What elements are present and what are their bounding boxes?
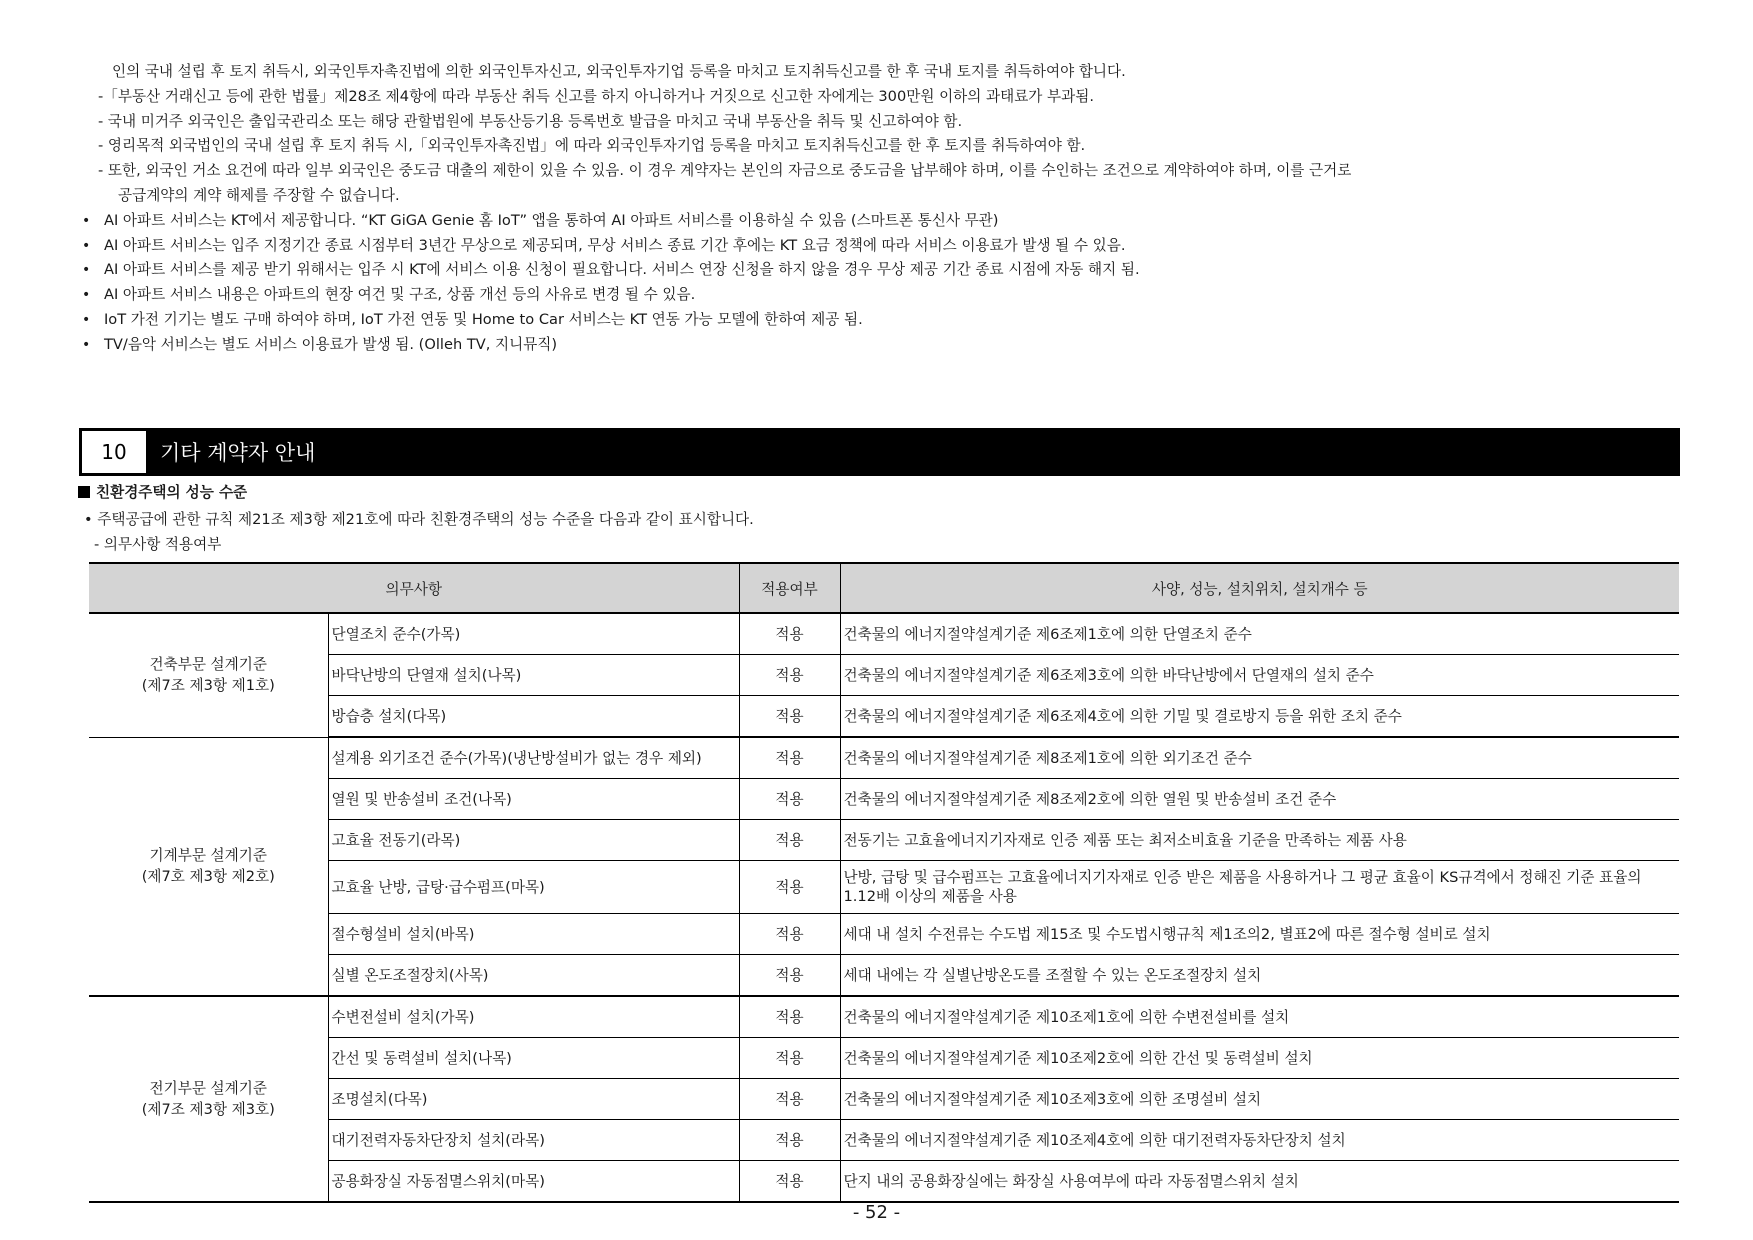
bullet-dot: • (82, 311, 91, 328)
top-notes (82, 60, 1682, 358)
eco-description: • 주택공급에 관한 규칙 제21조 제3항 제21호에 따라 친환경주택의 성능 수준을 다음과 같이 표시합니다. (84, 511, 754, 528)
item-cell: 설계용 외기조건 준수(가목)(냉난방설비가 없는 경우 제외) (328, 737, 739, 779)
bullet-item (82, 209, 1682, 234)
page-number: - 52 - (852, 1202, 901, 1223)
note-dash-item: - 또한, 외국인 거소 요건에 따라 일부 외국인은 중도금 대출의 제한이 있을 수 있음. 이 경우 계약자는 본인의 자금으로 중도금을 납부해야 하며, 이를 수인하는 조건으로 계약하여야 하며, 이를 근거로 (98, 162, 1352, 180)
applied-cell: 적용 (739, 1079, 840, 1120)
bullet-dot: • (82, 287, 91, 304)
category-ref: (제7조 제3항 제1호) (141, 677, 275, 695)
category-name: 건축부문 설계기준 (149, 656, 267, 674)
item-cell: 공용화장실 자동점멸스위치(마목) (328, 1161, 739, 1203)
applied-cell: 적용 (739, 1161, 840, 1203)
item-cell: 대기전력자동차단장치 설치(라목) (328, 1120, 739, 1161)
bullet-text: AI 아파트 서비스 내용은 아파트의 현장 여건 및 구조, 상품 개선 등의 사유로 변경 될 수 있음. (104, 286, 696, 304)
spec-cell: 건축물의 에너지절약설계기준 제6조제1호에 의한 단열조치 준수 (840, 613, 1679, 655)
bullet-dot: • (82, 237, 91, 254)
table-row (89, 655, 1679, 696)
applied-cell: 적용 (739, 655, 840, 696)
spec-cell: 세대 내에는 각 실별난방온도를 조절할 수 있는 온도조절장치 설치 (840, 955, 1679, 997)
bullet-text: AI 아파트 서비스는 입주 지정기간 종료 시점부터 3년간 무상으로 제공되며, 무상 서비스 종료 기간 후에는 KT 요금 정책에 따라 서비스 이용료가 발생 될 수 있음. (104, 236, 1126, 254)
bullet-dot: • (82, 262, 91, 279)
spec-cell: 건축물의 에너지절약설계기준 제6조제3호에 의한 바닥난방에서 단열재의 설치 준수 (840, 655, 1679, 696)
spec-cell: 단지 내의 공용화장실에는 화장실 사용여부에 따라 자동점멸스위치 설치 (840, 1161, 1679, 1203)
section-number: 10 (82, 431, 146, 473)
applied-cell: 적용 (739, 613, 840, 655)
applied-cell: 적용 (739, 1120, 840, 1161)
item-cell: 수변전설비 설치(가목) (328, 996, 739, 1038)
bullet-item (82, 283, 1682, 308)
item-cell: 간선 및 동력설비 설치(나목) (328, 1038, 739, 1079)
applied-cell: 적용 (739, 737, 840, 779)
category-ref: (제7호 제3항 제2호) (141, 868, 275, 886)
spec-cell: 건축물의 에너지절약설계기준 제10조제4호에 의한 대기전력자동차단장치 설치 (840, 1120, 1679, 1161)
category-name: 전기부문 설계기준 (149, 1080, 267, 1097)
bullet-text: AI 아파트 서비스를 제공 받기 위해서는 입주 시 KT에 서비스 이용 신청이 필요합니다. 서비스 연장 신청을 하지 않을 경우 무상 제공 기간 종료 시점에 자동 해지 됨. (104, 261, 1140, 279)
note-continuation: 인의 국내 설립 후 토지 취득시, 외국인투자촉진법에 의한 외국인투자신고, 외국인투자기업 등록을 마치고 토지취득신고를 한 후 국내 토지를 취득하여야 합니다. (112, 63, 1126, 80)
applied-cell: 적용 (739, 861, 840, 914)
applied-cell: 적용 (739, 1038, 840, 1079)
table-row (89, 914, 1679, 955)
item-cell: 고효율 난방, 급탕·급수펌프(마목) (328, 861, 739, 914)
applied-cell: 적용 (739, 996, 840, 1038)
spec-cell: 건축물의 에너지절약설계기준 제10조제1호에 의한 수변전설비를 설치 (840, 996, 1679, 1038)
table-row (89, 1161, 1679, 1203)
item-cell: 방습층 설치(다목) (328, 696, 739, 738)
item-cell: 실별 온도조절장치(사목) (328, 955, 739, 997)
bullet-item (82, 308, 1682, 333)
table-row (89, 696, 1679, 738)
category-cell (89, 996, 328, 1202)
bullet-item (82, 234, 1682, 259)
table-row (89, 613, 1679, 655)
bullet-item (82, 333, 1682, 358)
bullet-text: IoT 가전 기기는 별도 구매 하여야 하며, IoT 가전 연동 및 Home to Car 서비스는 KT 연동 가능 모델에 한하여 제공 됨. (104, 310, 863, 328)
table-row (89, 820, 1679, 861)
table-row (89, 1079, 1679, 1120)
table-row (89, 1120, 1679, 1161)
spec-cell: 난방, 급탕 및 급수펌프는 고효율에너지기자재로 인증 받은 제품을 사용하거나 그 평균 효율이 KS규격에서 정해진 기준 표율의 1.12배 이상의 제품을 사용 (840, 861, 1679, 914)
spec-cell: 건축물의 에너지절약설계기준 제6조제4호에 의한 기밀 및 결로방지 등을 위한 조치 준수 (840, 696, 1679, 738)
item-cell: 단열조치 준수(가목) (328, 613, 739, 655)
item-cell: 열원 및 반송설비 조건(나목) (328, 779, 739, 820)
category-name: 기계부문 설계기준 (149, 847, 267, 865)
table-row (89, 996, 1679, 1038)
spec-cell: 건축물의 에너지절약설계기준 제10조제2호에 의한 간선 및 동력설비 설치 (840, 1038, 1679, 1079)
obligations-table (89, 562, 1679, 1203)
eco-subheading: - 의무사항 적용여부 (94, 536, 222, 553)
note-dash-item: -「부동산 거래신고 등에 관한 법률」제28조 제4항에 따라 부동산 취득 신고를 하지 아니하거나 거짓으로 신고한 자에게는 300만원 이하의 과태료가 부과됨. (98, 87, 1094, 105)
item-cell: 고효율 전동기(라목) (328, 820, 739, 861)
bullet-item (82, 258, 1682, 283)
header-applied: 적용여부 (739, 563, 840, 613)
table-row (89, 779, 1679, 820)
bullet-dot: • (82, 212, 91, 229)
bullet-text: TV/음악 서비스는 별도 서비스 이용료가 발생 됨. (Olleh TV, 지니뮤직) (104, 335, 558, 353)
section-title: 기타 계약자 안내 (160, 441, 316, 465)
eco-heading-text: 친환경주택의 성능 수준 (96, 484, 248, 501)
applied-cell: 적용 (739, 696, 840, 738)
table-header-row (89, 563, 1679, 613)
table-row (89, 737, 1679, 779)
bullet-text: AI 아파트 서비스는 KT에서 제공합니다. “KT GiGA Genie 홈 IoT” 앱을 통하여 AI 아파트 서비스를 이용하실 수 있음 (스마트폰 통신사 무관) (104, 211, 999, 229)
applied-cell: 적용 (739, 779, 840, 820)
table-row (89, 1038, 1679, 1079)
header-obligation: 의무사항 (89, 563, 739, 613)
table-row (89, 955, 1679, 997)
item-cell: 바닥난방의 단열재 설치(나목) (328, 655, 739, 696)
applied-cell: 적용 (739, 955, 840, 997)
spec-cell: 세대 내 설치 수전류는 수도법 제15조 및 수도법시행규칙 제1조의2, 별표2에 따른 절수형 설비로 설치 (840, 914, 1679, 955)
item-cell: 절수형설비 설치(바목) (328, 914, 739, 955)
spec-cell: 전동기는 고효율에너지기자재로 인증 제품 또는 최저소비효율 기준을 만족하는 제품 사용 (840, 820, 1679, 861)
bullet-dot: • (82, 336, 91, 353)
spec-cell: 건축물의 에너지절약설계기준 제8조제2호에 의한 열원 및 반송설비 조건 준수 (840, 779, 1679, 820)
eco-heading (78, 481, 247, 502)
applied-cell: 적용 (739, 914, 840, 955)
category-cell (89, 613, 328, 737)
item-cell: 조명설치(다목) (328, 1079, 739, 1120)
spec-cell: 건축물의 에너지절약설계기준 제10조제3호에 의한 조명설비 설치 (840, 1079, 1679, 1120)
table-row (89, 861, 1679, 914)
note-dash-item: - 영리목적 외국법인의 국내 설립 후 토지 취득 시,「외국인투자촉진법」에 따라 외국인투자기업 등록을 마치고 토지취득신고를 한 후 토지를 취득하여야 함. (98, 137, 1086, 155)
note-dash-wrap: 공급계약의 계약 해제를 주장할 수 없습니다. (118, 186, 400, 204)
spec-cell: 건축물의 에너지절약설계기준 제8조제1호에 의한 외기조건 준수 (840, 737, 1679, 779)
header-spec: 사양, 성능, 설치위치, 설치개수 등 (840, 563, 1679, 613)
note-dash-item: - 국내 미거주 외국인은 출입국관리소 또는 해당 관할법원에 부동산등기용 등록번호 발급을 마치고 국내 부동산을 취득 및 신고하여야 함. (98, 112, 963, 130)
applied-cell: 적용 (739, 820, 840, 861)
category-ref: (제7조 제3항 제3호) (141, 1101, 275, 1118)
square-bullet-icon (78, 486, 90, 498)
section-header (79, 428, 1680, 476)
category-cell (89, 737, 328, 996)
